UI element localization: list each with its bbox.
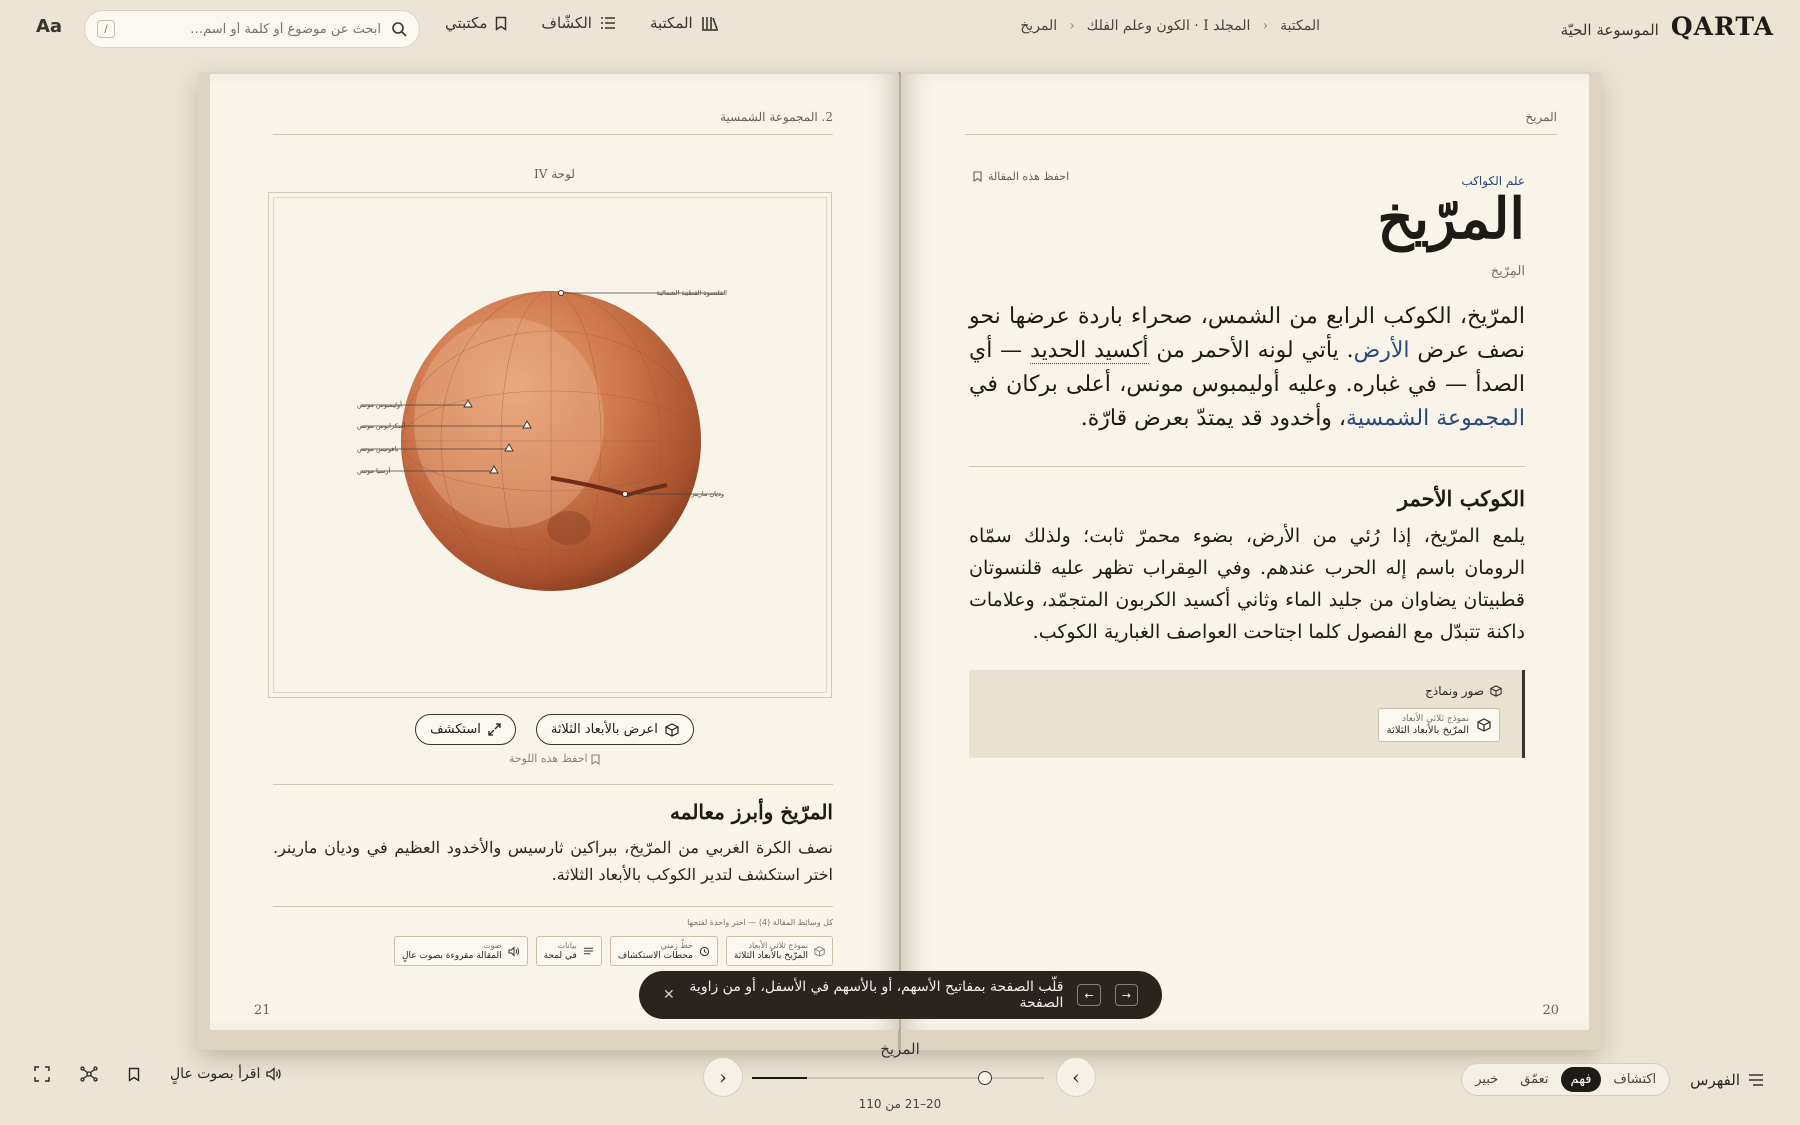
- speaker-icon: [508, 946, 520, 957]
- list-icon: [583, 946, 594, 956]
- previous-page-button[interactable]: [1056, 1057, 1096, 1097]
- media-chip-title: في لمحة: [543, 951, 577, 961]
- media-chip-timeline[interactable]: [610, 936, 718, 966]
- brand-logo: QARTA: [1670, 12, 1774, 41]
- mode-discover[interactable]: اكتشاف: [1613, 1072, 1657, 1087]
- search-box[interactable]: [84, 10, 420, 48]
- divider: [273, 134, 833, 135]
- lead-text: المرّيخ، الكوكب الرابع من الشمس، صحراء باردة عرضها نحو نصف عرض: [969, 304, 1525, 363]
- read-aloud-label: اقرأ بصوت عالٍ: [170, 1066, 261, 1082]
- plate-label: لوحة IV: [534, 167, 575, 181]
- nav-my-library-label: مكتبتي: [445, 14, 488, 32]
- media-panel-title: [1425, 684, 1502, 698]
- nav-index-label: الكشّاف: [541, 14, 592, 32]
- read-aloud-button[interactable]: [170, 1066, 282, 1082]
- cube-icon: [665, 723, 679, 737]
- arrow-right-key-icon: →: [1115, 984, 1138, 1006]
- plate-actions: [210, 714, 899, 745]
- cube-icon: [1490, 685, 1502, 697]
- media-chip-type: بيانات: [557, 941, 577, 950]
- brand[interactable]: [1561, 12, 1774, 41]
- books-icon: [701, 15, 719, 31]
- link-solar-system[interactable]: المجموعة الشمسية: [1346, 406, 1525, 431]
- label-arsia: أرسيا مونس: [357, 467, 391, 475]
- running-head-left: 2. المجموعة الشمسية: [720, 110, 833, 124]
- type-settings-button[interactable]: Aa: [36, 16, 63, 37]
- divider: [969, 466, 1525, 467]
- bookmark-icon: [591, 754, 600, 765]
- save-article-button[interactable]: [973, 170, 1069, 183]
- toc-label: الفهرس: [1690, 1070, 1740, 1089]
- progress-handle[interactable]: [978, 1071, 992, 1085]
- bookmark-icon: [973, 171, 982, 182]
- save-article-label: احفظ هذه المقالة: [988, 170, 1070, 183]
- toc-button[interactable]: [1690, 1071, 1764, 1089]
- media-chip-title: المرّيخ بالأبعاد الثلاثة: [733, 951, 808, 961]
- media-panel: [969, 670, 1525, 758]
- fullscreen-icon[interactable]: [34, 1066, 50, 1082]
- chevron-left-icon: ‹: [1069, 18, 1075, 34]
- toast-text: قلّب الصفحة بمفاتيح الأسهم، أو بالأسهم في الأسفل، أو من زاوية الصفحة: [689, 979, 1064, 1011]
- glossary-iron-oxide[interactable]: أكسيد الحديد: [1030, 338, 1149, 363]
- breadcrumb-current: المريخ: [1020, 18, 1058, 34]
- current-chapter: المريخ: [880, 1040, 920, 1058]
- mode-deepen[interactable]: تعمّق: [1520, 1072, 1549, 1087]
- explore-label: استكشف: [430, 722, 481, 737]
- media-chip-type: خطّ زمني: [660, 941, 693, 950]
- article-title-pronunciation: المِرّيخ: [1490, 264, 1525, 279]
- nav-library[interactable]: [650, 14, 719, 32]
- list-icon: [600, 16, 616, 30]
- article-title: المرّيخ: [1377, 186, 1525, 252]
- chevron-right-icon: ›: [1072, 1065, 1080, 1089]
- media-chip-title: المرّيخ بالأبعاد الثلاثة: [1386, 725, 1469, 736]
- explore-button[interactable]: [415, 714, 516, 745]
- mars-globe-figure[interactable]: [269, 193, 833, 699]
- lead-text: . يأتي لونه الأحمر من: [1148, 338, 1354, 363]
- label-olympus: أوليمبوس مونس: [357, 401, 402, 409]
- bookmark-icon[interactable]: [128, 1067, 140, 1082]
- bookmark-icon: [495, 16, 507, 31]
- book: [198, 72, 1601, 1050]
- divider: [273, 784, 833, 785]
- media-chip-audio[interactable]: [394, 936, 528, 966]
- media-panel-label: صور ونماذج: [1425, 684, 1484, 698]
- page-turn-hint-toast: [639, 971, 1162, 1019]
- media-chip-3d[interactable]: [726, 936, 833, 966]
- depth-mode-switch: [1461, 1063, 1670, 1096]
- plate-figure: [268, 192, 832, 698]
- nav-index[interactable]: [541, 14, 616, 32]
- chevron-left-icon: ‹: [719, 1065, 727, 1089]
- media-chip-title: المقالة مقروءة بصوت عالٍ: [401, 951, 502, 961]
- section-heading: المرّيخ وأبرز معالمه: [670, 800, 833, 824]
- media-strip: [394, 936, 833, 966]
- save-plate-button[interactable]: [210, 752, 899, 765]
- running-head-right: المريخ: [1525, 110, 1557, 124]
- search-icon[interactable]: [391, 21, 407, 37]
- page-number-left: 21: [254, 1003, 271, 1018]
- brand-tagline: الموسوعة الحيّة: [1560, 21, 1659, 39]
- top-nav: [445, 14, 719, 32]
- media-chip-data[interactable]: [536, 936, 602, 966]
- mode-expert[interactable]: خبير: [1475, 1072, 1499, 1087]
- reading-progress-slider[interactable]: [752, 1077, 1044, 1079]
- link-earth[interactable]: الأرض: [1353, 338, 1410, 363]
- media-chip-type: نموذج ثلاثي الأبعاد: [748, 941, 808, 950]
- lead-text: — أي الصدأ — في غباره. وعليه أوليمبوس مونس، أعلى بركان في: [969, 338, 1525, 397]
- history-icon: [699, 946, 710, 957]
- section-heading: الكوكب الأحمر: [1397, 486, 1525, 511]
- menu-icon: [1748, 1074, 1764, 1086]
- label-north-cap: القلنسوة القطبية الشمالية: [656, 289, 727, 297]
- label-ascraeus: أسكرايوس مونس: [357, 422, 406, 430]
- chevron-left-icon: ‹: [1262, 18, 1269, 34]
- right-page[interactable]: [901, 74, 1589, 1030]
- save-plate-label: احفظ هذه اللوحة: [508, 752, 588, 765]
- divider: [273, 906, 833, 907]
- close-icon[interactable]: ✕: [662, 987, 675, 1003]
- article-category[interactable]: علم الكواكب: [1461, 174, 1525, 188]
- page-number-right: 20: [1542, 1003, 1559, 1018]
- progress-fill: [752, 1077, 807, 1079]
- breadcrumb-library[interactable]: المكتبة: [1280, 18, 1320, 34]
- article-lead: [969, 300, 1525, 436]
- search-shortcut-key: /: [97, 20, 115, 38]
- nav-my-library[interactable]: [445, 14, 507, 32]
- media-chip-3d[interactable]: [1378, 708, 1500, 742]
- view-3d-button[interactable]: [536, 714, 694, 745]
- media-chip-type: صوت: [483, 941, 502, 950]
- media-note: كل وسائط المقالة (4) — اختر واحدة لفتحها: [687, 918, 833, 927]
- lead-text: ، وأخدود قد يمتدّ بعرض قارّة.: [1080, 406, 1347, 431]
- cube-icon: [1477, 718, 1491, 732]
- arrow-left-key-icon: ←: [1077, 984, 1100, 1006]
- label-valles: وديان مارينر: [691, 490, 724, 498]
- label-pavonis: بافونيس مونس: [357, 445, 399, 453]
- section-body: يلمع المرّيخ، إذا رُئي من الأرض، بضوء محمرّ ثابت؛ ولذلك سمّاه الرومان باسم إله الحرب عندهم. وفي المِقراب تظهر عليه قلنسوتان قطبيتان يضاوان من جليد الماء وثاني أكسيد الكربون المتجمّد، وعلامات داكنة تتبدّل مع الفصول كلما اجتاحت العواصف الغبارية الكوكب.: [969, 525, 1526, 643]
- left-page[interactable]: [210, 74, 899, 1030]
- expand-icon: [488, 723, 501, 736]
- view-controls: [34, 1066, 282, 1082]
- nav-library-label: المكتبة: [649, 14, 693, 32]
- view-3d-label: اعرض بالأبعاد الثلاثة: [550, 722, 658, 737]
- page-indicator: 20–21 من 110: [858, 1097, 942, 1111]
- top-bar: [0, 0, 1800, 58]
- media-chip-type: نموذج ثلاثي الأبعاد: [1401, 714, 1469, 724]
- mode-understand[interactable]: فهم: [1561, 1067, 1602, 1092]
- section-body: نصف الكرة الغربي من المرّيخ، ببراكين ثارسيس والأخدود العظيم في وديان مارينر. اختر استكشف لتدير الكوكب بالأبعاد الثلاثة.: [273, 838, 833, 884]
- cube-icon: [814, 946, 825, 957]
- reading-controls: [1461, 1063, 1764, 1096]
- breadcrumb-volume[interactable]: المجلد I · الكون وعلم الفلك: [1086, 18, 1251, 34]
- media-chip-title: محطات الاستكشاف: [617, 951, 693, 961]
- network-icon[interactable]: [80, 1066, 98, 1082]
- breadcrumb: [1020, 18, 1320, 34]
- next-page-button[interactable]: [703, 1057, 743, 1097]
- divider: [965, 134, 1557, 135]
- speaker-icon: [266, 1067, 282, 1081]
- search-input[interactable]: [125, 22, 381, 37]
